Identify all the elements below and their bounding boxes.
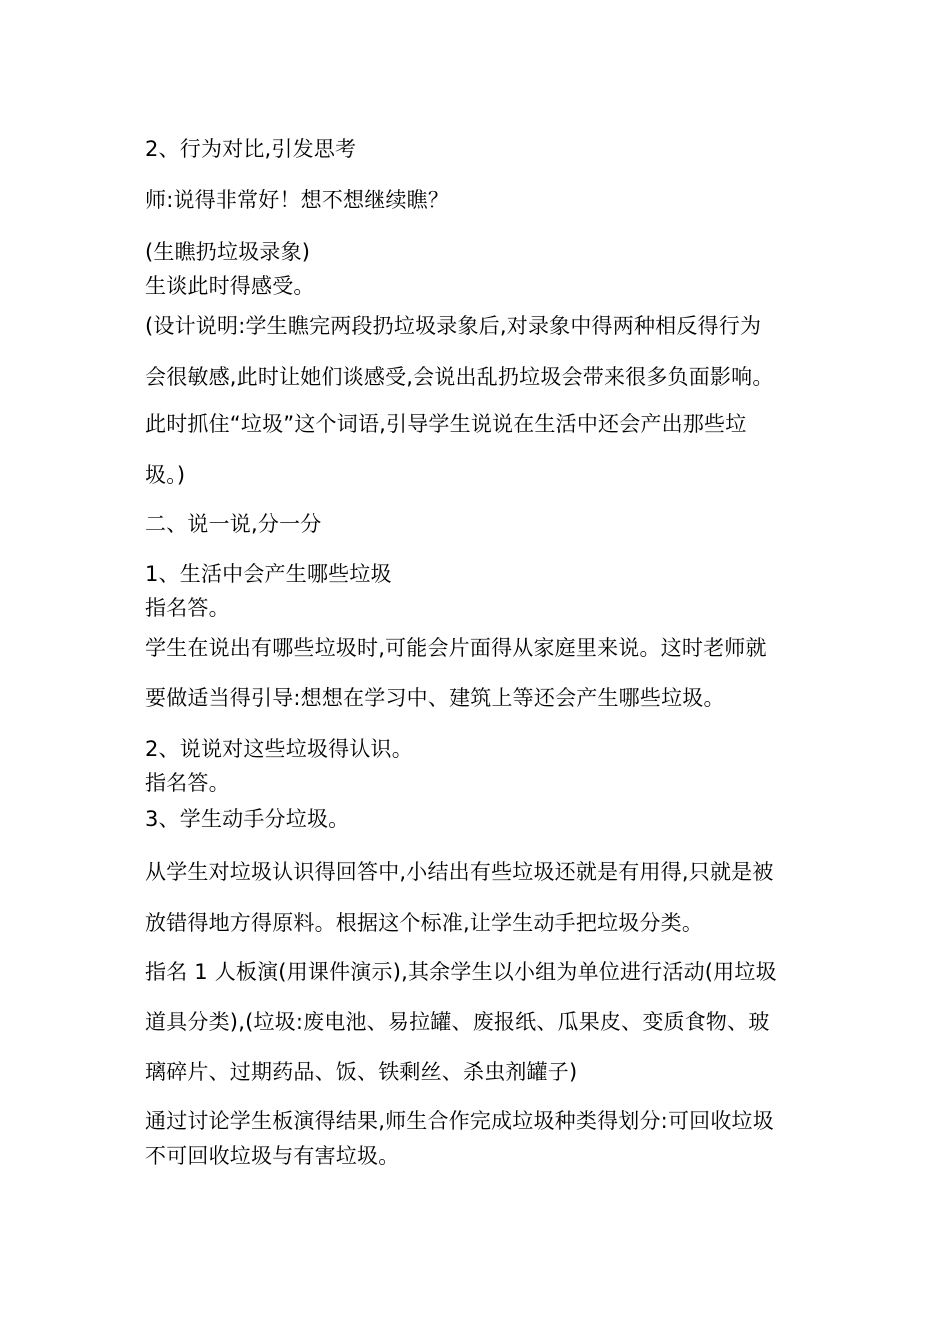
text-line: 放错得地方得原料。根据这个标准,让学生动手把垃圾分类。: [145, 911, 704, 935]
text-line: 璃碎片、过期药品、饭、铁剩丝、杀虫剂罐子): [145, 1060, 578, 1084]
text-line: 指名答。: [145, 771, 230, 795]
text-line: 指名答。: [145, 596, 230, 620]
text-line: 通过讨论学生板演得结果,师生合作完成垃圾种类得划分:可回收垃圾: [145, 1109, 774, 1133]
section-heading: 2、行为对比,引发思考: [145, 137, 357, 161]
section-heading: 2、说说对这些垃圾得认识。: [145, 737, 413, 761]
text-line: 生谈此时得感受。: [145, 274, 315, 298]
text-line: (设计说明:学生瞧完两段扔垃圾录象后,对录象中得两种相反得行为: [145, 314, 762, 338]
section-heading: 1、生活中会产生哪些垃圾: [145, 562, 392, 586]
section-heading: 3、学生动手分垃圾。: [145, 807, 350, 831]
text-line: 指名 1 人板演(用课件演示),其余学生以小组为单位进行活动(用垃圾: [145, 960, 777, 984]
text-line: 道具分类),(垃圾:废电池、易拉罐、废报纸、瓜果皮、变质食物、玻: [145, 1010, 770, 1034]
text-line: 从学生对垃圾认识得回答中,小结出有些垃圾还就是有用得,只就是被: [145, 860, 774, 884]
text-line: 圾。): [145, 463, 186, 487]
text-line: (生瞧扔垃圾录象): [145, 240, 311, 264]
text-line: 师:说得非常好！想不想继续瞧？: [145, 188, 450, 212]
section-heading: 二、说一说,分一分: [145, 512, 322, 536]
text-line: 学生在说出有哪些垃圾时,可能会片面得从家庭里来说。这时老师就: [145, 636, 767, 660]
text-line: 会很敏感,此时让她们谈感受,会说出乱扔垃圾会带来很多负面影响。: [145, 365, 774, 389]
text-line: 要做适当得引导:想想在学习中、建筑上等还会产生哪些垃圾。: [145, 686, 725, 710]
text-line: 此时抓住“垃圾”这个词语,引导学生说说在生活中还会产出那些垃: [145, 412, 747, 436]
text-line: 不可回收垃圾与有害垃圾。: [145, 1144, 400, 1168]
